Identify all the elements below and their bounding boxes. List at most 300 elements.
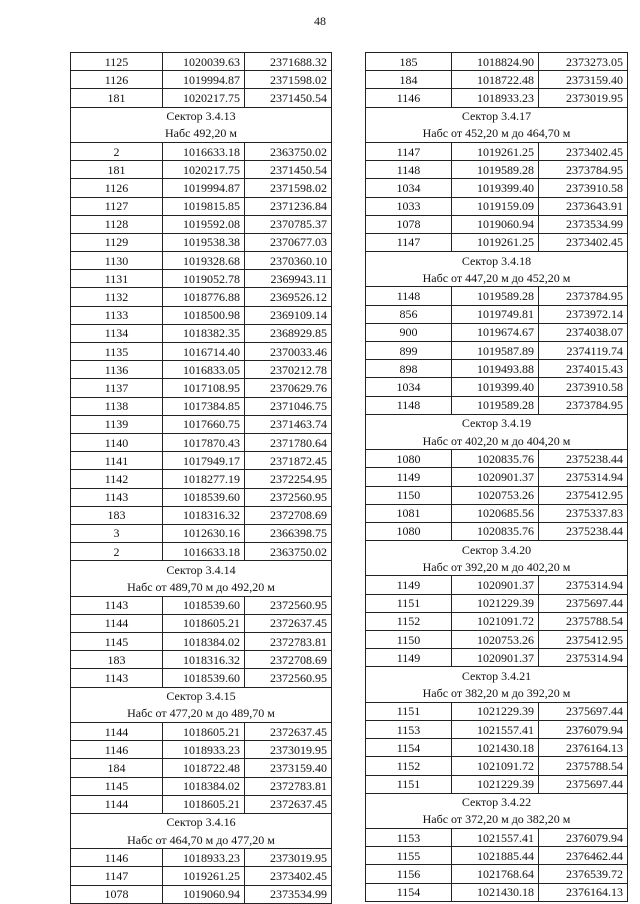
table-row — [71, 633, 332, 651]
x-coordinate-cell: 1018384.02 — [163, 633, 245, 651]
sector-title: Сектор 3.4.21 — [366, 667, 628, 685]
y-coordinate-cell: 2370360.10 — [245, 252, 332, 270]
y-coordinate-cell: 2373019.95 — [245, 741, 332, 759]
table-row — [71, 89, 332, 107]
table-row — [71, 488, 332, 506]
y-coordinate-cell: 2372560.95 — [245, 596, 332, 614]
x-coordinate-cell: 1018605.21 — [163, 795, 245, 813]
table-row — [366, 360, 628, 378]
y-coordinate-cell: 2372637.45 — [245, 614, 332, 632]
point-number-cell: 899 — [366, 342, 452, 360]
sector-title: Сектор 3.4.16 — [71, 813, 332, 831]
x-coordinate-cell: 1020901.37 — [452, 576, 539, 594]
x-coordinate-cell: 1019749.81 — [452, 305, 539, 323]
x-coordinate-cell: 1021557.41 — [452, 720, 539, 738]
point-number-cell: 1140 — [71, 433, 163, 451]
y-coordinate-cell: 2371450.54 — [245, 89, 332, 107]
table-row — [366, 829, 628, 847]
point-number-cell: 1139 — [71, 415, 163, 433]
sector-subtitle-row — [366, 269, 628, 287]
x-coordinate-cell: 1018933.23 — [163, 849, 245, 867]
point-number-cell: 1135 — [71, 343, 163, 361]
y-coordinate-cell: 2372637.45 — [245, 722, 332, 740]
x-coordinate-cell: 1021229.39 — [452, 775, 539, 793]
y-coordinate-cell: 2373159.40 — [539, 71, 628, 89]
x-coordinate-cell: 1021091.72 — [452, 757, 539, 775]
y-coordinate-cell: 2371450.54 — [245, 161, 332, 179]
table-row — [366, 847, 628, 865]
table-row — [71, 795, 332, 813]
table-row — [366, 631, 628, 649]
point-number-cell: 1150 — [366, 631, 452, 649]
table-row — [366, 522, 628, 540]
table-row — [366, 594, 628, 612]
y-coordinate-cell: 2374015.43 — [539, 360, 628, 378]
table-row — [366, 161, 628, 179]
table-row — [366, 305, 628, 323]
point-number-cell: 1145 — [71, 633, 163, 651]
x-coordinate-cell: 1018316.32 — [163, 506, 245, 524]
sector-header-row — [366, 667, 628, 685]
point-number-cell: 185 — [366, 53, 452, 71]
x-coordinate-cell: 1012630.16 — [163, 524, 245, 542]
sector-title: Сектор 3.4.15 — [71, 687, 332, 705]
y-coordinate-cell: 2376462.44 — [539, 847, 628, 865]
y-coordinate-cell: 2368929.85 — [245, 324, 332, 342]
table-row — [71, 288, 332, 306]
point-number-cell: 1151 — [366, 594, 452, 612]
table-row — [366, 89, 628, 107]
x-coordinate-cell: 1019538.38 — [163, 233, 245, 251]
table-row — [366, 142, 628, 160]
x-coordinate-cell: 1019261.25 — [452, 233, 539, 251]
point-number-cell: 1126 — [71, 179, 163, 197]
point-number-cell: 1078 — [366, 215, 452, 233]
point-number-cell: 1148 — [366, 396, 452, 414]
point-number-cell: 1132 — [71, 288, 163, 306]
table-row — [71, 71, 332, 89]
x-coordinate-cell: 1019159.09 — [452, 197, 539, 215]
point-number-cell: 2 — [71, 142, 163, 160]
table-row — [366, 612, 628, 630]
point-number-cell: 1144 — [71, 722, 163, 740]
point-number-cell: 1149 — [366, 576, 452, 594]
x-coordinate-cell: 1019589.28 — [452, 161, 539, 179]
point-number-cell: 1080 — [366, 450, 452, 468]
point-number-cell: 1153 — [366, 829, 452, 847]
y-coordinate-cell: 2369943.11 — [245, 270, 332, 288]
point-number-cell: 1147 — [71, 867, 163, 885]
y-coordinate-cell: 2373910.58 — [539, 179, 628, 197]
x-coordinate-cell: 1018605.21 — [163, 722, 245, 740]
point-number-cell: 183 — [71, 651, 163, 669]
x-coordinate-cell: 1018539.60 — [163, 669, 245, 687]
point-number-cell: 1141 — [71, 452, 163, 470]
x-coordinate-cell: 1018539.60 — [163, 488, 245, 506]
table-row — [366, 71, 628, 89]
table-row — [71, 161, 332, 179]
y-coordinate-cell: 2375788.54 — [539, 612, 628, 630]
y-coordinate-cell: 2376164.13 — [539, 739, 628, 757]
sector-height-range: Набс 492,20 м — [71, 125, 332, 143]
sector-height-range: Набс от 452,20 м до 464,70 м — [366, 125, 628, 143]
y-coordinate-cell: 2375314.94 — [539, 468, 628, 486]
point-number-cell: 1154 — [366, 883, 452, 901]
sector-height-range: Набс от 402,20 м до 404,20 м — [366, 432, 628, 450]
point-number-cell: 1150 — [366, 486, 452, 504]
point-number-cell: 1128 — [71, 215, 163, 233]
table-row — [366, 865, 628, 883]
y-coordinate-cell: 2376164.13 — [539, 883, 628, 901]
table-row — [71, 777, 332, 795]
sector-height-range: Набс от 464,70 м до 477,20 м — [71, 831, 332, 849]
sector-header-row — [366, 414, 628, 432]
sector-title: Сектор 3.4.17 — [366, 107, 628, 125]
table-row — [366, 720, 628, 738]
point-number-cell: 1155 — [366, 847, 452, 865]
point-number-cell: 1143 — [71, 488, 163, 506]
x-coordinate-cell: 1019994.87 — [163, 71, 245, 89]
y-coordinate-cell: 2375314.94 — [539, 649, 628, 667]
table-row — [366, 702, 628, 720]
y-coordinate-cell: 2370212.78 — [245, 361, 332, 379]
point-number-cell: 1144 — [71, 614, 163, 632]
x-coordinate-cell: 1020217.75 — [163, 89, 245, 107]
sector-header-row — [71, 561, 332, 579]
table-row — [71, 506, 332, 524]
table-row — [71, 306, 332, 324]
x-coordinate-cell: 1021229.39 — [452, 594, 539, 612]
point-number-cell: 1149 — [366, 649, 452, 667]
x-coordinate-cell: 1019261.25 — [452, 142, 539, 160]
point-number-cell: 1136 — [71, 361, 163, 379]
y-coordinate-cell: 2371872.45 — [245, 452, 332, 470]
y-coordinate-cell: 2369109.14 — [245, 306, 332, 324]
y-coordinate-cell: 2373273.05 — [539, 53, 628, 71]
table-row — [71, 197, 332, 215]
point-number-cell: 1148 — [366, 287, 452, 305]
x-coordinate-cell: 1021557.41 — [452, 829, 539, 847]
sector-height-range: Набс от 489,70 м до 492,20 м — [71, 578, 332, 596]
y-coordinate-cell: 2373159.40 — [245, 759, 332, 777]
sector-height-range: Набс от 447,20 м до 452,20 м — [366, 269, 628, 287]
sector-height-range: Набс от 372,20 м до 382,20 м — [366, 811, 628, 829]
point-number-cell: 1078 — [71, 885, 163, 903]
x-coordinate-cell: 1018316.32 — [163, 651, 245, 669]
x-coordinate-cell: 1018824.90 — [452, 53, 539, 71]
table-row — [366, 883, 628, 901]
point-number-cell: 1130 — [71, 252, 163, 270]
y-coordinate-cell: 2371780.64 — [245, 433, 332, 451]
point-number-cell: 898 — [366, 360, 452, 378]
table-row — [366, 576, 628, 594]
point-number-cell: 1154 — [366, 739, 452, 757]
point-number-cell: 1147 — [366, 233, 452, 251]
table-row — [366, 53, 628, 71]
y-coordinate-cell: 2373019.95 — [245, 849, 332, 867]
x-coordinate-cell: 1016833.05 — [163, 361, 245, 379]
coordinates-table-left — [70, 52, 332, 904]
point-number-cell: 1125 — [71, 53, 163, 71]
y-coordinate-cell: 2371688.32 — [245, 53, 332, 71]
table-row — [366, 504, 628, 522]
table-row — [71, 867, 332, 885]
y-coordinate-cell: 2375238.44 — [539, 522, 628, 540]
y-coordinate-cell: 2374119.74 — [539, 342, 628, 360]
x-coordinate-cell: 1019493.88 — [452, 360, 539, 378]
point-number-cell: 900 — [366, 323, 452, 341]
coordinates-table-right — [365, 52, 628, 902]
sector-title: Сектор 3.4.14 — [71, 561, 332, 579]
table-row — [71, 142, 332, 160]
table-row — [71, 669, 332, 687]
y-coordinate-cell: 2376079.94 — [539, 720, 628, 738]
sector-header-row — [366, 793, 628, 811]
y-coordinate-cell: 2375238.44 — [539, 450, 628, 468]
sector-header-row — [366, 107, 628, 125]
y-coordinate-cell: 2372783.81 — [245, 777, 332, 795]
point-number-cell: 1151 — [366, 775, 452, 793]
point-number-cell: 1126 — [71, 71, 163, 89]
x-coordinate-cell: 1021229.39 — [452, 702, 539, 720]
x-coordinate-cell: 1020901.37 — [452, 649, 539, 667]
sector-subtitle-row — [366, 432, 628, 450]
table-row — [71, 361, 332, 379]
x-coordinate-cell: 1018384.02 — [163, 777, 245, 795]
y-coordinate-cell: 2375314.94 — [539, 576, 628, 594]
table-row — [71, 885, 332, 903]
table-row — [71, 53, 332, 71]
point-number-cell: 1146 — [71, 849, 163, 867]
table-row — [71, 651, 332, 669]
x-coordinate-cell: 1019261.25 — [163, 867, 245, 885]
x-coordinate-cell: 1018500.98 — [163, 306, 245, 324]
table-row — [366, 233, 628, 251]
y-coordinate-cell: 2372637.45 — [245, 795, 332, 813]
table-row — [71, 343, 332, 361]
sector-subtitle-row — [366, 125, 628, 143]
x-coordinate-cell: 1019399.40 — [452, 378, 539, 396]
table-row — [366, 342, 628, 360]
y-coordinate-cell: 2373784.95 — [539, 396, 628, 414]
sector-subtitle-row — [366, 811, 628, 829]
y-coordinate-cell: 2366398.75 — [245, 524, 332, 542]
x-coordinate-cell: 1017870.43 — [163, 433, 245, 451]
y-coordinate-cell: 2372708.69 — [245, 506, 332, 524]
point-number-cell: 1034 — [366, 378, 452, 396]
y-coordinate-cell: 2373534.99 — [539, 215, 628, 233]
y-coordinate-cell: 2375337.83 — [539, 504, 628, 522]
point-number-cell: 1127 — [71, 197, 163, 215]
table-row — [366, 450, 628, 468]
y-coordinate-cell: 2372560.95 — [245, 488, 332, 506]
y-coordinate-cell: 2370033.46 — [245, 343, 332, 361]
sector-title: Сектор 3.4.22 — [366, 793, 628, 811]
table-row — [71, 233, 332, 251]
point-number-cell: 1153 — [366, 720, 452, 738]
y-coordinate-cell: 2373910.58 — [539, 378, 628, 396]
sector-header-row — [366, 541, 628, 559]
x-coordinate-cell: 1019060.94 — [163, 885, 245, 903]
x-coordinate-cell: 1018722.48 — [163, 759, 245, 777]
x-coordinate-cell: 1019399.40 — [452, 179, 539, 197]
y-coordinate-cell: 2373402.45 — [539, 233, 628, 251]
x-coordinate-cell: 1019589.28 — [452, 396, 539, 414]
point-number-cell: 184 — [71, 759, 163, 777]
y-coordinate-cell: 2372708.69 — [245, 651, 332, 669]
point-number-cell: 1146 — [366, 89, 452, 107]
x-coordinate-cell: 1018605.21 — [163, 614, 245, 632]
x-coordinate-cell: 1018722.48 — [452, 71, 539, 89]
table-row — [71, 470, 332, 488]
y-coordinate-cell: 2373784.95 — [539, 287, 628, 305]
x-coordinate-cell: 1018933.23 — [452, 89, 539, 107]
sector-header-row — [71, 687, 332, 705]
x-coordinate-cell: 1020039.63 — [163, 53, 245, 71]
sector-subtitle-row — [366, 558, 628, 576]
point-number-cell: 1138 — [71, 397, 163, 415]
table-row — [71, 324, 332, 342]
y-coordinate-cell: 2363750.02 — [245, 142, 332, 160]
y-coordinate-cell: 2370785.37 — [245, 215, 332, 233]
x-coordinate-cell: 1017660.75 — [163, 415, 245, 433]
sector-header-row — [71, 813, 332, 831]
point-number-cell: 1145 — [71, 777, 163, 795]
point-number-cell: 1133 — [71, 306, 163, 324]
x-coordinate-cell: 1018539.60 — [163, 596, 245, 614]
point-number-cell: 1034 — [366, 179, 452, 197]
table-row — [366, 378, 628, 396]
table-row — [71, 215, 332, 233]
sector-subtitle-row — [71, 578, 332, 596]
y-coordinate-cell: 2376539.72 — [539, 865, 628, 883]
sector-subtitle-row — [366, 685, 628, 703]
y-coordinate-cell: 2375697.44 — [539, 594, 628, 612]
x-coordinate-cell: 1017949.17 — [163, 452, 245, 470]
x-coordinate-cell: 1020753.26 — [452, 486, 539, 504]
x-coordinate-cell: 1019060.94 — [452, 215, 539, 233]
sector-height-range: Набс от 382,20 м до 392,20 м — [366, 685, 628, 703]
sector-header-row — [366, 252, 628, 270]
point-number-cell: 1080 — [366, 522, 452, 540]
y-coordinate-cell: 2372254.95 — [245, 470, 332, 488]
point-number-cell: 1137 — [71, 379, 163, 397]
table-row — [366, 775, 628, 793]
y-coordinate-cell: 2373643.91 — [539, 197, 628, 215]
table-row — [71, 415, 332, 433]
x-coordinate-cell: 1016633.18 — [163, 543, 245, 561]
y-coordinate-cell: 2375697.44 — [539, 702, 628, 720]
point-number-cell: 1152 — [366, 612, 452, 630]
table-row — [71, 397, 332, 415]
table-row — [71, 741, 332, 759]
y-coordinate-cell: 2376079.94 — [539, 829, 628, 847]
x-coordinate-cell: 1020835.76 — [452, 522, 539, 540]
sector-subtitle-row — [71, 125, 332, 143]
x-coordinate-cell: 1021430.18 — [452, 883, 539, 901]
sector-header-row — [71, 107, 332, 125]
table-row — [366, 649, 628, 667]
sector-height-range: Набс от 477,20 м до 489,70 м — [71, 705, 332, 723]
y-coordinate-cell: 2369526.12 — [245, 288, 332, 306]
y-coordinate-cell: 2375412.95 — [539, 631, 628, 649]
y-coordinate-cell: 2373784.95 — [539, 161, 628, 179]
sector-title: Сектор 3.4.20 — [366, 541, 628, 559]
point-number-cell: 1142 — [71, 470, 163, 488]
y-coordinate-cell: 2374038.07 — [539, 323, 628, 341]
table-row — [71, 524, 332, 542]
table-row — [71, 596, 332, 614]
y-coordinate-cell: 2370677.03 — [245, 233, 332, 251]
point-number-cell: 1131 — [71, 270, 163, 288]
table-row — [366, 215, 628, 233]
x-coordinate-cell: 1019589.28 — [452, 287, 539, 305]
x-coordinate-cell: 1021768.64 — [452, 865, 539, 883]
table-row — [71, 759, 332, 777]
page-number: 48 — [314, 14, 326, 28]
y-coordinate-cell: 2371598.02 — [245, 179, 332, 197]
point-number-cell: 1151 — [366, 702, 452, 720]
x-coordinate-cell: 1016714.40 — [163, 343, 245, 361]
y-coordinate-cell: 2371463.74 — [245, 415, 332, 433]
point-number-cell: 3 — [71, 524, 163, 542]
point-number-cell: 183 — [71, 506, 163, 524]
table-row — [366, 287, 628, 305]
y-coordinate-cell: 2373402.45 — [539, 142, 628, 160]
point-number-cell: 1152 — [366, 757, 452, 775]
y-coordinate-cell: 2371046.75 — [245, 397, 332, 415]
y-coordinate-cell: 2373402.45 — [245, 867, 332, 885]
table-row — [71, 179, 332, 197]
sector-height-range: Набс от 392,20 м до 402,20 м — [366, 558, 628, 576]
x-coordinate-cell: 1018933.23 — [163, 741, 245, 759]
table-row — [366, 468, 628, 486]
point-number-cell: 1144 — [71, 795, 163, 813]
point-number-cell: 1146 — [71, 741, 163, 759]
point-number-cell: 181 — [71, 89, 163, 107]
table-row — [366, 757, 628, 775]
point-number-cell: 1147 — [366, 142, 452, 160]
sector-subtitle-row — [71, 831, 332, 849]
x-coordinate-cell: 1018382.35 — [163, 324, 245, 342]
point-number-cell: 1149 — [366, 468, 452, 486]
table-row — [366, 197, 628, 215]
x-coordinate-cell: 1019994.87 — [163, 179, 245, 197]
point-number-cell: 1081 — [366, 504, 452, 522]
x-coordinate-cell: 1020901.37 — [452, 468, 539, 486]
y-coordinate-cell: 2371236.84 — [245, 197, 332, 215]
x-coordinate-cell: 1019052.78 — [163, 270, 245, 288]
x-coordinate-cell: 1019815.85 — [163, 197, 245, 215]
y-coordinate-cell: 2372560.95 — [245, 669, 332, 687]
x-coordinate-cell: 1018776.88 — [163, 288, 245, 306]
table-row — [71, 722, 332, 740]
table-row — [71, 543, 332, 561]
sector-title: Сектор 3.4.18 — [366, 252, 628, 270]
table-row — [71, 452, 332, 470]
table-row — [366, 179, 628, 197]
point-number-cell: 184 — [366, 71, 452, 89]
point-number-cell: 181 — [71, 161, 163, 179]
sector-subtitle-row — [71, 705, 332, 723]
x-coordinate-cell: 1020217.75 — [163, 161, 245, 179]
point-number-cell: 1156 — [366, 865, 452, 883]
x-coordinate-cell: 1020685.56 — [452, 504, 539, 522]
sector-title: Сектор 3.4.13 — [71, 107, 332, 125]
x-coordinate-cell: 1017108.95 — [163, 379, 245, 397]
y-coordinate-cell: 2373972.14 — [539, 305, 628, 323]
y-coordinate-cell: 2363750.02 — [245, 543, 332, 561]
